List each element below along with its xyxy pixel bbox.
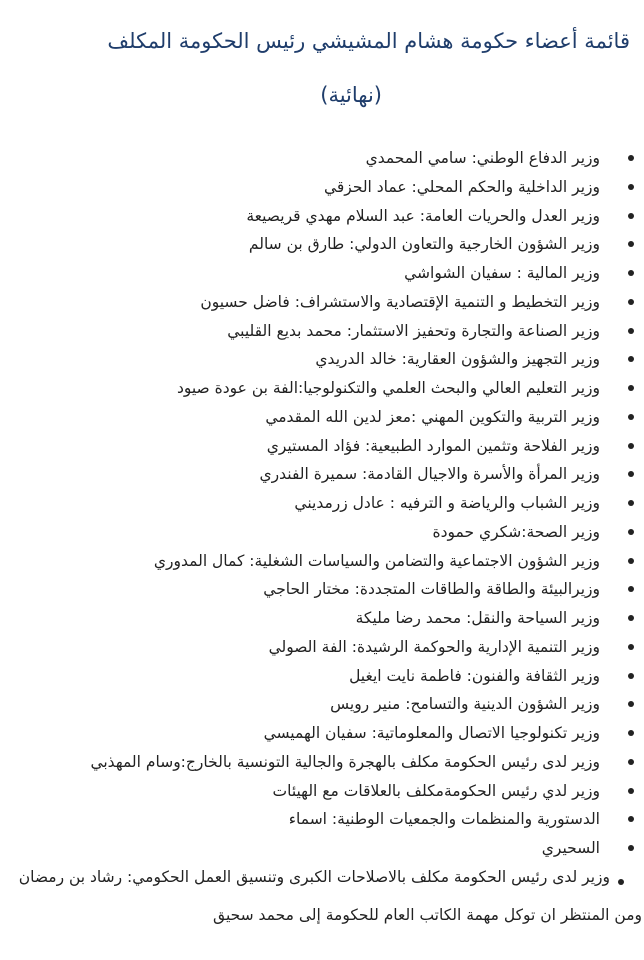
list-item xyxy=(6,748,636,777)
bullet-icon xyxy=(628,241,634,247)
list-item-text: وزير تكنولوجيا الاتصال والمعلوماتية: سفيان الهميسي xyxy=(263,724,600,742)
document-title: قائمة أعضاء حكومة هشام المشيشي رئيس الحكومة المكلف xyxy=(107,29,630,53)
list-item xyxy=(6,432,636,461)
list-item xyxy=(6,662,636,691)
bullet-icon xyxy=(628,788,634,794)
bullet-icon xyxy=(628,586,634,592)
footer-note: ومن المنتظر ان توكل مهمة الكاتب العام للحكومة إلى محمد سحيق xyxy=(213,906,642,924)
bullet-icon xyxy=(628,414,634,420)
list-item-text: وزير التنمية الإدارية والحوكمة الرشيدة: الفة الصولي xyxy=(268,637,600,656)
bullet-icon xyxy=(628,673,634,679)
list-item-text: وزير لدي رئيس الحكومةمكلف بالعلاقات مع الهيئات xyxy=(272,781,600,800)
list-item xyxy=(6,259,636,288)
bullet-icon xyxy=(628,701,634,707)
list-item-text: وزير السياحة والنقل: محمد رضا مليكة xyxy=(355,609,600,627)
bullet-icon xyxy=(628,213,634,219)
list-item xyxy=(6,345,636,374)
list-item-text: وزير الشؤون الاجتماعية والتضامن والسياسات الشغلية: كمال المدوري xyxy=(153,551,600,570)
list-item-text: وزير التعليم العالي والبحث العلمي والتكنولوجيا:الفة بن عودة صيود xyxy=(176,379,600,397)
bullet-icon xyxy=(628,184,634,190)
bullet-icon xyxy=(628,471,634,477)
list-item xyxy=(6,575,636,604)
bullet-icon xyxy=(628,644,634,650)
list-item-text: الدستورية والمنظمات والجمعيات الوطنية: اسماء xyxy=(288,810,600,829)
list-item-text: وزير لدى رئيس الحكومة مكلف بالاصلاحات الكبرى وتنسيق العمل الحكومي: رشاد بن رمضان xyxy=(18,867,610,886)
list-item xyxy=(6,604,636,633)
list-item xyxy=(6,173,636,202)
bullet-icon xyxy=(628,845,634,851)
bullet-icon xyxy=(628,730,634,736)
bullet-icon xyxy=(628,816,634,822)
list-item-text: وزير الشباب والرياضة و الترفيه : عادل زرمديني xyxy=(294,494,600,512)
list-item xyxy=(6,863,636,892)
list-item xyxy=(6,202,636,231)
bullet-icon xyxy=(628,356,634,362)
list-item-text: وزير لدى رئيس الحكومة مكلف بالهجرة والجالية التونسية بالخارج:وسام المهذبي xyxy=(90,752,600,771)
list-item-text: وزير التربية والتكوين المهني :معز لدين الله المقدمي xyxy=(265,407,600,426)
list-item-text: وزير التجهيز والشؤون العقارية: خالد الدريدي xyxy=(315,350,600,369)
list-item xyxy=(6,288,636,317)
bullet-icon xyxy=(628,270,634,276)
list-item-text: وزير التخطيط و التنمية الإقتصادية والاستشراف: فاضل حسيون xyxy=(200,292,600,311)
list-item xyxy=(6,719,636,748)
list-item-text: وزير الثقافة والفنون: فاطمة نايت ايغيل xyxy=(349,666,600,685)
list-item xyxy=(6,374,636,403)
bullet-icon xyxy=(628,385,634,391)
bullet-icon xyxy=(628,615,634,621)
list-item-text: وزير العدل والحريات العامة: عبد السلام مهدي قريصيعة xyxy=(246,206,600,225)
list-item xyxy=(6,489,636,518)
list-item-text: السحيري xyxy=(541,839,600,857)
list-item xyxy=(6,230,636,259)
bullet-icon xyxy=(628,299,634,305)
bullet-icon xyxy=(628,558,634,564)
bullet-icon xyxy=(628,529,634,535)
list-item-text: وزير الفلاحة وتثمين الموارد الطبيعية: فؤاد المستيري xyxy=(266,436,600,455)
list-item xyxy=(6,403,636,432)
list-item xyxy=(6,518,636,547)
bullet-icon xyxy=(628,759,634,765)
list-item xyxy=(6,834,636,863)
list-item xyxy=(6,460,636,489)
list-item xyxy=(6,144,636,173)
list-item-text: وزير الشؤون الخارجية والتعاون الدولي: طارق بن سالم xyxy=(248,235,600,254)
bullet-icon xyxy=(628,155,634,161)
list-item-text: وزير المالية : سفيان الشواشي xyxy=(404,264,600,282)
bullet-icon xyxy=(628,500,634,506)
list-item-text: وزيرالبيئة والطاقة والطاقات المتجددة: مختار الحاجي xyxy=(263,580,600,599)
bullet-icon xyxy=(628,443,634,449)
list-item-text: وزير الشؤون الدينية والتسامح: منير رويس xyxy=(330,695,600,714)
minister-list xyxy=(6,144,636,892)
document-subtitle: (نهائية) xyxy=(320,83,382,107)
list-item-text: وزير المرأة والأسرة والاجيال القادمة: سميرة الفندري xyxy=(259,465,600,484)
list-item-text: وزير الصحة:شكري حمودة xyxy=(432,522,600,541)
list-item xyxy=(6,317,636,346)
bullet-icon xyxy=(618,879,624,885)
list-item xyxy=(6,777,636,806)
list-item xyxy=(6,690,636,719)
list-item xyxy=(6,633,636,662)
list-item xyxy=(6,805,636,834)
bullet-icon xyxy=(628,328,634,334)
list-item-text: وزير الداخلية والحكم المحلي: عماد الحزقي xyxy=(323,177,600,196)
list-item-text: وزير الصناعة والتجارة وتحفيز الاستثمار: محمد بديع القليبي xyxy=(227,321,600,340)
list-item xyxy=(6,547,636,576)
list-item-text: وزير الدفاع الوطني: سامي المحمدي xyxy=(365,149,600,167)
